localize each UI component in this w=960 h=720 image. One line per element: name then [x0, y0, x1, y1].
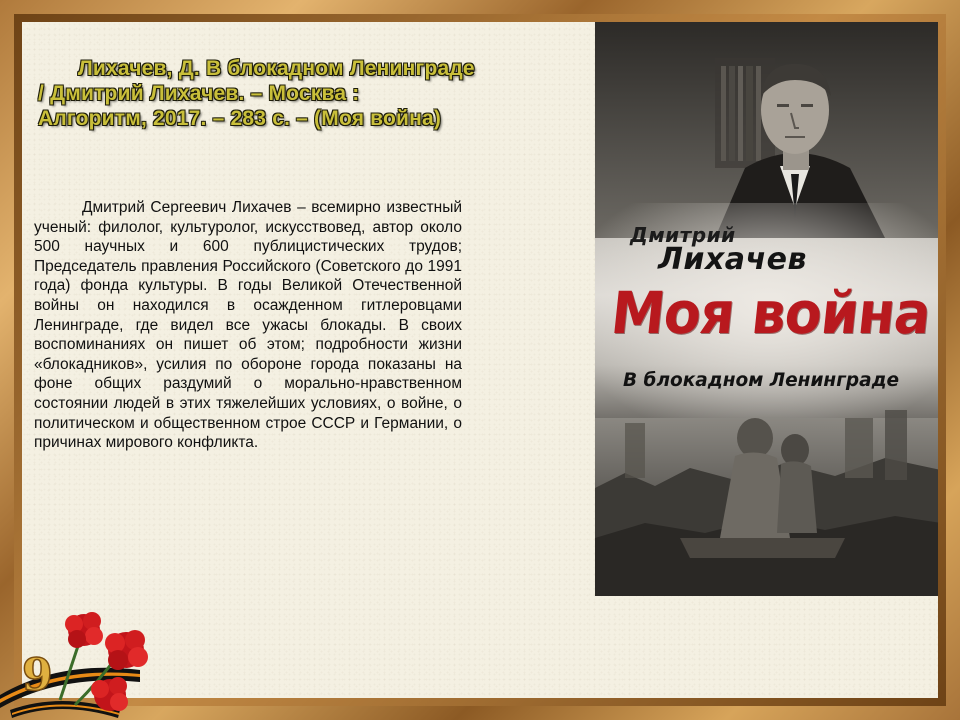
- title-line-1: Лихачев, Д. В блокадном Ленинграде: [78, 57, 475, 80]
- slide-background: [22, 22, 938, 698]
- cover-author-first-name: Дмитрий: [630, 223, 736, 247]
- cover-subtitle: В блокадном Ленинграде: [623, 370, 900, 391]
- cover-series-title: Моя война: [607, 279, 934, 347]
- bibliographic-title: [38, 56, 593, 131]
- title-line-3: Алгоритм, 2017. – 283 с. – (Моя война): [38, 107, 442, 130]
- title-line-2: / Дмитрий Лихачев. – Москва :: [38, 82, 360, 105]
- book-description: Дмитрий Сергеевич Лихачев – всемирно известный ученый: филолог, культуролог, искусствовед, автор около 500 научных и 600 публицистических трудов; Председатель правления Российского (Советского до 1991 года) фонда культуры. В годы Великой Отечественной войны он находился в осажденном гитлеровцами Ленинграде, где видел все ужасы блокады. В своих воспоминаниях он пишет об этом; подробности жизни «блокадников», усилия по обороне города показаны на фоне общих раздумий о морально-нравственном состоянии людей в этих тяжелейших условиях, о войне, о политическом и общественном строе СССР и Германии, о причинах мирового конфликта.: [34, 199, 462, 452]
- carnations-decoration: [0, 600, 170, 720]
- victory-day-number: 9: [22, 650, 53, 701]
- carnation-flowers-icon: [0, 600, 170, 720]
- book-cover: [595, 22, 938, 596]
- cover-author-last-name: Лихачев: [658, 242, 807, 277]
